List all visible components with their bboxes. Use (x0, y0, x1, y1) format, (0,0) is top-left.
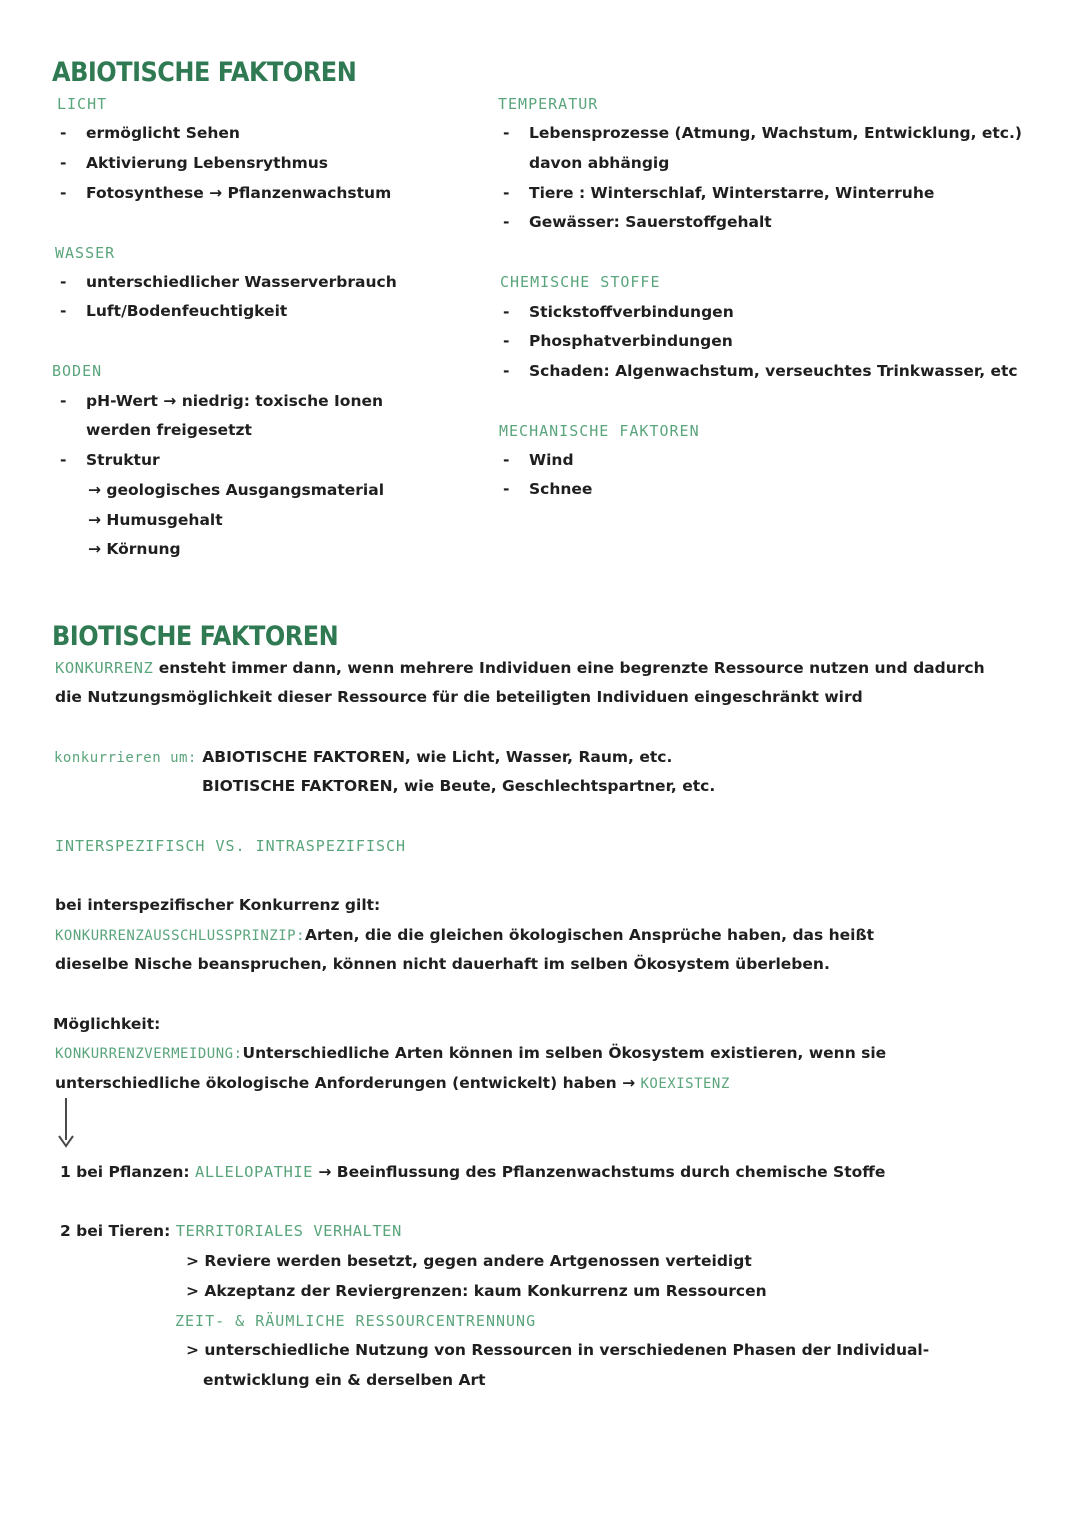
list-item: - Phosphatverbindungen (503, 332, 733, 350)
ausschluss-term: KONKURRENZAUSSCHLUSSPRINZIP: (55, 928, 306, 944)
list-item: - Schaden: Algenwachstum, verseuchtes Trinkwasser, etc (503, 362, 1018, 380)
koexistenz-term: KOEXISTENZ (640, 1076, 730, 1092)
konkurrieren-label: konkurrieren um: (54, 750, 197, 766)
abiotic-title: ABIOTISCHE FAKTOREN (52, 56, 357, 88)
list-item: - Wind (503, 451, 574, 469)
temperatur-heading: TEMPERATUR (498, 95, 599, 113)
list-item: - pH-Wert → niedrig: toxische Ionen (60, 392, 384, 410)
list-item: - Gewässer: Sauerstoffgehalt (503, 213, 772, 231)
konkurrieren-line2: BIOTISCHE FAKTOREN, wie Beute, Geschlechtspartner, etc. (202, 777, 716, 795)
interspezifisch-intro: bei interspezifischer Konkurrenz gilt: (55, 896, 381, 914)
ausschluss-line2: dieselbe Nische beanspruchen, können nicht dauerhaft im selben Ökosystem überleben. (55, 955, 830, 973)
chemische-heading: CHEMISCHE STOFFE (500, 273, 661, 291)
vermeidung-term: KONKURRENZVERMEIDUNG: (55, 1046, 243, 1062)
tiere-item: > Akzeptanz der Reviergrenzen: kaum Konkurrenz um Ressourcen (186, 1282, 767, 1300)
moeglichkeit-label: Möglichkeit: (53, 1015, 161, 1033)
inter-intra-heading: INTERSPEZIFISCH VS. INTRASPEZIFISCH (55, 837, 407, 855)
list-item: - Luft/Bodenfeuchtigkeit (60, 302, 288, 320)
boden-heading: BODEN (52, 362, 103, 380)
list-item: - unterschiedlicher Wasserverbrauch (60, 273, 397, 291)
zeit-heading: ZEIT- & RÄUMLICHE RESSOURCENTRENNUNG (175, 1312, 537, 1330)
licht-heading: LICHT (57, 95, 108, 113)
allelopathie-term: ALLELOPATHIE (195, 1163, 313, 1181)
list-item: - Schnee (503, 480, 593, 498)
konkurrenz-definition-line1: KONKURRENZ ensteht immer dann, wenn mehrere Individuen eine begrenzte Ressource nutzen und dadurch (55, 659, 985, 677)
tiere-line: 2 bei Tieren: TERRITORIALES VERHALTEN (60, 1222, 402, 1240)
sub-list-item: → geologisches Ausgangsmaterial (88, 481, 385, 499)
tiere-item: > Reviere werden besetzt, gegen andere Artgenossen verteidigt (186, 1252, 752, 1270)
konkurrenz-term: KONKURRENZ (55, 659, 154, 677)
list-item-continuation: werden freigesetzt (86, 421, 252, 439)
list-item: - Lebensprozesse (Atmung, Wachstum, Entwicklung, etc.) (503, 124, 1022, 142)
list-item: - ermöglicht Sehen (60, 124, 240, 142)
list-item: - Struktur (60, 451, 160, 469)
biotic-title: BIOTISCHE FAKTOREN (52, 620, 339, 652)
konkurrenz-definition-line2: die Nutzungsmöglichkeit dieser Ressource für die beteiligten Individuen eingeschränkt wird (55, 688, 863, 706)
list-item: - Aktivierung Lebensrythmus (60, 154, 329, 172)
sub-list-item: → Körnung (88, 540, 181, 558)
mechanische-heading: MECHANISCHE FAKTOREN (499, 422, 700, 440)
list-item-continuation: davon abhängig (529, 154, 670, 172)
list-item: - Fotosynthese → Pflanzenwachstum (60, 184, 392, 202)
list-item: - Tiere : Winterschlaf, Winterstarre, Winterruhe (503, 184, 935, 202)
vermeidung-line2: unterschiedliche ökologische Anforderungen (entwickelt) haben → KOEXISTENZ (55, 1074, 730, 1092)
sub-list-item: → Humusgehalt (88, 511, 223, 529)
arrowhead-icon (58, 1134, 74, 1148)
konkurrieren-line1: konkurrieren um: ABIOTISCHE FAKTOREN, wie Licht, Wasser, Raum, etc. (54, 748, 673, 766)
vermeidung-line1: KONKURRENZVERMEIDUNG:Unterschiedliche Arten können im selben Ökosystem existieren, wenn sie (55, 1044, 887, 1062)
ausschluss-line1: KONKURRENZAUSSCHLUSSPRINZIP:Arten, die die gleichen ökologischen Ansprüche haben, das heißt (55, 926, 875, 944)
zeit-item-continuation: entwicklung ein & derselben Art (203, 1371, 486, 1389)
list-item: - Stickstoffverbindungen (503, 303, 734, 321)
pflanzen-line: 1 bei Pflanzen: ALLELOPATHIE → Beeinflussung des Pflanzenwachstums durch chemische Stoffe (60, 1163, 886, 1181)
territorial-term: TERRITORIALES VERHALTEN (175, 1222, 402, 1240)
zeit-item: > unterschiedliche Nutzung von Ressourcen in verschiedenen Phasen der Individual- (186, 1341, 930, 1359)
wasser-heading: WASSER (55, 244, 116, 262)
